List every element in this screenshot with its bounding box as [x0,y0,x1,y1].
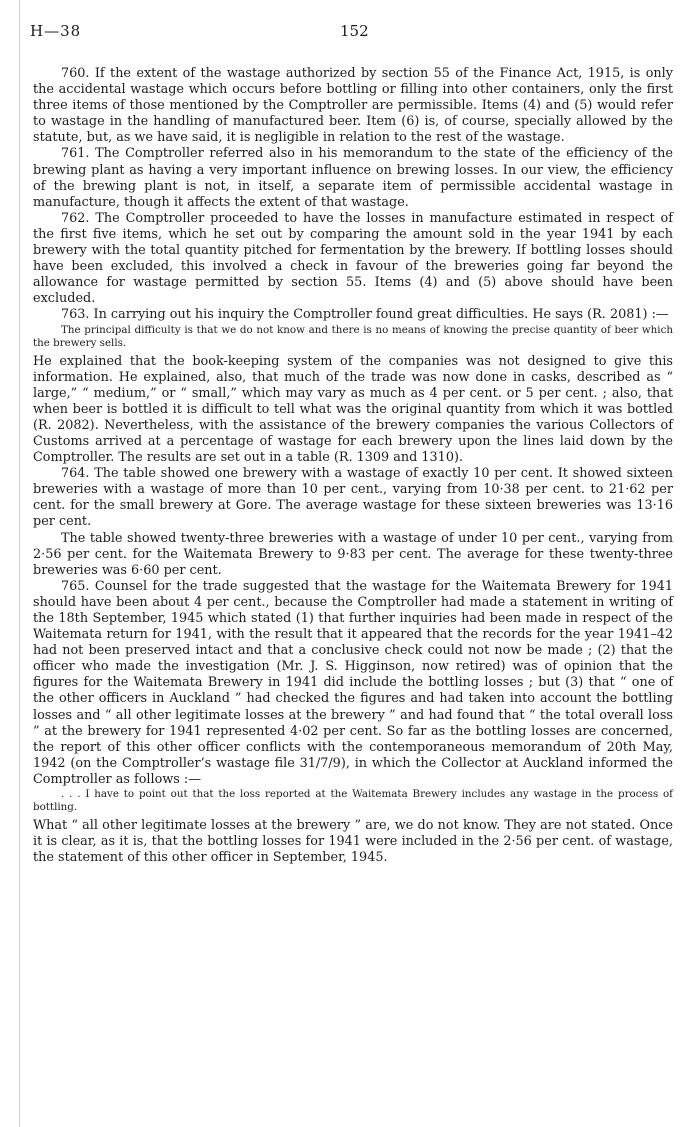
page-number: 152 [340,22,369,40]
paragraph-764: 764. The table showed one brewery with a wastage of exactly 10 per cent. It showed sixteen breweries with a wastage of more than 10 per cent., varying from 10·38 per cent. to 21·62 per cent. for the small brewery at Gore. The average wastage for these sixteen breweries was 13·16 per cent. [33,466,673,530]
paragraph-764-continued: The table showed twenty-three breweries with a wastage of under 10 per cent., varying from 2·56 per cent. for the Waitemata Brewery to 9·83 per cent. The average for these twenty-three breweries was 6·60 per cent. [33,530,673,578]
paragraph-761: 761. The Comptroller referred also in his memorandum to the state of the efficiency of the brewing plant as having a very important influence on brewing losses. In our view, the efficiency of the brewing plant is not, in itself, a separate item of permissible accidental wastage in manufacture, though it affects the extent of that wastage. [33,146,673,210]
quotation-763: The principal difficulty is that we do not know and there is no means of knowing the precise quantity of beer which the brewery sells. [33,323,673,349]
page-body [33,66,673,866]
paragraph-760: 760. If the extent of the wastage authorized by section 55 of the Finance Act, 1915, is only the accidental wastage which occurs before bottling or filling into other containers, only the first three items of those mentioned by the Comptroller are permissible. Items (4) and (5) would refer to wastage in the handling of manufactured beer. Item (6) is, of course, specially allowed by the statute, but, as we have said, it is negligible in relation to the rest of the wastage. [33,66,673,146]
paragraph-763-continued: He explained that the book-keeping system of the companies was not designed to give this information. He explained, also, that much of the trade was now done in casks, described as “ large,” “ medium,” or “ small,” which may vary as much as 4 per cent. or 5 per cent. ; also, that when beer is bottled it is difficult to tell what was the original quantity from which it was bottled (R. 2082). Nevertheless, with the assistance of the brewery companies the various Collectors of Customs arrived at a percentage of wastage for each brewery upon the lines laid down by the Comptroller. The results are set out in a table (R. 1309 and 1310). [33,353,673,466]
paragraph-765-continued: What “ all other legitimate losses at the brewery ” are, we do not know. They are not stated. Once it is clear, as it is, that the bottling losses for 1941 were included in the 2·56 per cent. of wastage, the statement of this other officer in September, 1945. [33,818,673,866]
paragraph-762: 762. The Comptroller proceeded to have the losses in manufacture estimated in respect of the first five items, which he set out by comparing the amount sold in the year 1941 by each brewery with the total quantity pitched for fermentation by the brewery. If bottling losses should have been excluded, this involved a check in favour of the breweries going far beyond the allowance for wastage permitted by section 55. Items (4) and (5) above should have been excluded. [33,210,673,307]
paragraph-763: 763. In carrying out his inquiry the Comptroller found great difficulties. He says (R. 2081) :— [61,307,669,323]
quotation-765: . . . I have to point out that the loss reported at the Waitemata Brewery includes any wastage in the process of bottling. [33,788,673,814]
page-header-code: H—38 [30,22,82,40]
page-edge-rule [19,0,20,1127]
paragraph-765: 765. Counsel for the trade suggested that the wastage for the Waitemata Brewery for 1941 should have been about 4 per cent., because the Comptroller had made a statement in writing of the 18th September, 1945 which stated (1) that further inquiries had been made in respect of the Waitemata return for 1941, with the result that it appeared that the records for the year 1941–42 had not been preserved intact and that a conclusive check could not now be made ; (2) that the officer who made the investigation (Mr. J. S. Higginson, now retired) was of opinion that the figures for the Waitemata Brewery in 1941 did include the bottling losses ; but (3) that “ one of the other officers in Auckland ” had checked the figures and had taken into account the bottling losses and “ all other legitimate losses at the brewery ” and had found that “ the total overall loss ” at the brewery for 1941 represented 4·02 per cent. So far as the bottling losses are concerned, the report of this other officer conflicts with the contemporaneous memorandum of 20th May, 1942 (on the Comptroller’s wastage file 31/7/9), in which the Collector at Auckland informed the Comptroller as follows :— [33,578,673,787]
